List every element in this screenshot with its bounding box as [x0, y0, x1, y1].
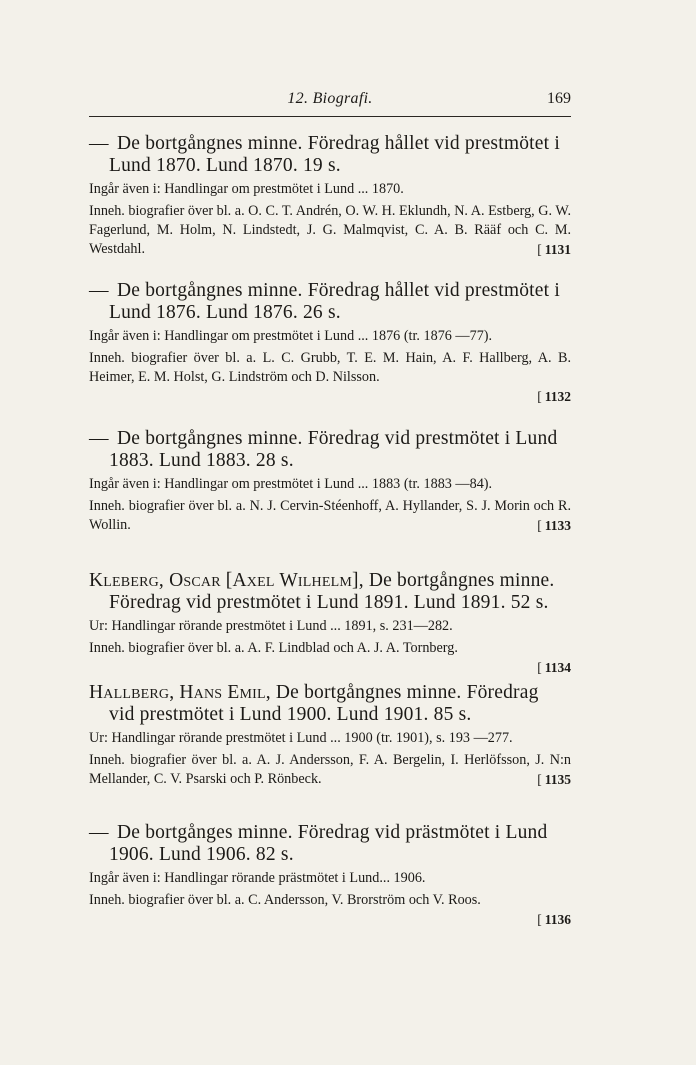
repeat-dash: —: [89, 428, 109, 449]
bibliography-entry: [89, 280, 571, 406]
bibliography-entry: [89, 428, 571, 535]
entry-number: [ 1135: [537, 772, 571, 787]
entry-note: Inneh. biografier över bl. a. N. J. Cervin-Stéenhoff, A. Hyllander, S. J. Morin och R. Wollin.: [89, 498, 571, 533]
entry-note: Ingår även i: Handlingar om prestmötet i Lund ... 1883 (tr. 1883 —84).: [89, 476, 493, 492]
entry-note: Ur: Handlingar rörande prestmötet i Lund ... 1900 (tr. 1901), s. 193 —277.: [89, 730, 513, 746]
bibliography-entry: [89, 133, 571, 259]
entry-title: — De bortgångnes minne. Föredrag hållet vid prestmötet i Lund 1876. Lund 1876. 26 s.: [89, 280, 560, 323]
entry-title: Hallberg, Hans Emil, De bortgångnes minne. Föredrag vid prestmötet i Lund 1900. Lund 1901. 85 s.: [89, 682, 539, 725]
repeat-dash: —: [89, 822, 109, 843]
entry-note: Ingår även i: Handlingar om prestmötet i Lund ... 1870.: [89, 181, 404, 197]
entry-note: Inneh. biografier över bl. a. O. C. T. Andrén, O. W. H. Eklundh, N. A. Estberg, G. W. Fagerlund, M. Holm, N. Lindstedt, J. G. Malmqvist, C. A. B. Rääf och C. M. Westdahl.: [89, 203, 571, 257]
bibliography-entry: [89, 682, 571, 789]
bibliography-entry: [89, 822, 571, 929]
section-title: 12. Biografi.: [287, 90, 373, 107]
entry-note: Ingår även i: Handlingar rörande prästmötet i Lund... 1906.: [89, 870, 426, 886]
entry-note: Inneh. biografier över bl. a. C. Andersson, V. Brorström och V. Roos.: [89, 892, 481, 908]
entry-title: — De bortgångnes minne. Föredrag hållet vid prestmötet i Lund 1870. Lund 1870. 19 s.: [89, 133, 560, 176]
entry-note: Inneh. biografier över bl. a. A. J. Andersson, F. A. Bergelin, I. Herlöfsson, J. N:n Mellander, C. V. Psarski och P. Rönbeck.: [89, 752, 571, 787]
entry-title: — De bortgånges minne. Föredrag vid prästmötet i Lund 1906. Lund 1906. 82 s.: [89, 822, 548, 865]
repeat-dash: —: [89, 280, 109, 301]
entry-note: Ur: Handlingar rörande prestmötet i Lund ... 1891, s. 231—282.: [89, 618, 453, 634]
repeat-dash: —: [89, 133, 109, 154]
running-header: [89, 90, 571, 117]
page-number: 169: [547, 90, 571, 107]
entry-title: — De bortgångnes minne. Föredrag vid prestmötet i Lund 1883. Lund 1883. 28 s.: [89, 428, 558, 471]
entry-number: [ 1133: [537, 518, 571, 533]
entry-title: Kleberg, Oscar [Axel Wilhelm], De bortgångnes minne. Föredrag vid prestmötet i Lund 1891. Lund 1891. 52 s.: [89, 570, 555, 613]
entry-number: [ 1131: [537, 242, 571, 257]
entry-number: [ 1134: [537, 660, 571, 675]
entry-number: [ 1136: [537, 912, 571, 927]
entry-note: Inneh. biografier över bl. a. L. C. Grubb, T. E. M. Hain, A. F. Hallberg, A. B. Heimer, E. M. Holst, G. Lindström och D. Nilsson.: [89, 350, 571, 385]
entry-note: Ingår även i: Handlingar om prestmötet i Lund ... 1876 (tr. 1876 —77).: [89, 328, 493, 344]
entry-number: [ 1132: [537, 389, 571, 404]
entry-author: Kleberg, Oscar [Axel Wilhelm],: [89, 570, 364, 591]
entry-note: Inneh. biografier över bl. a. A. F. Lindblad och A. J. A. Tornberg.: [89, 640, 458, 656]
entry-author: Hallberg, Hans Emil,: [89, 682, 271, 703]
bibliography-entry: [89, 570, 571, 677]
